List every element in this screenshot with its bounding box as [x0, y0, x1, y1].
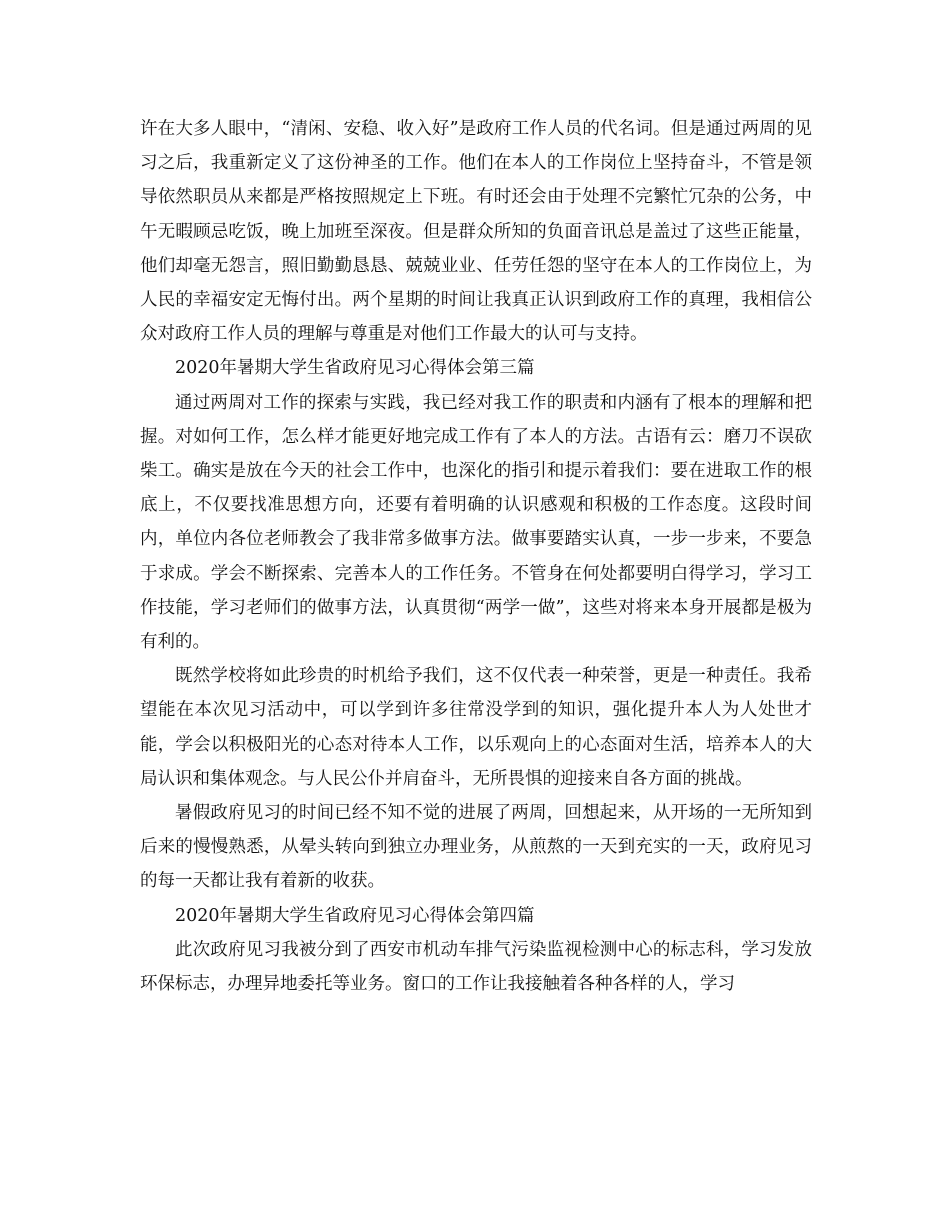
- section-heading-fourth: 2020年暑期大学生省政府见习心得体会第四篇: [175, 905, 535, 926]
- section-heading-third: 2020年暑期大学生省政府见习心得体会第三篇: [175, 358, 535, 379]
- paragraph-two-weeks: 暑假政府见习的时间已经不知不觉的进展了两周，回想起来，从开场的一无所知到后来的慢慢熟悉，从晕头转向到独立办理业务，从煎熬的一天到充实的一天，政府见习的每一天都让我有着新的收获。: [140, 803, 812, 892]
- paragraph-opportunity: 既然学校将如此珍贵的时机给予我们，这不仅代表一种荣誉，更是一种责任。我希望能在本次见习活动中，可以学到许多往常没学到的知识，强化提升本人为人处世才能，学会以积极阳光的心态对待本人工作，以乐观向上的心态面对生活，培养本人的大局认识和集体观念。与人民公仆并肩奋斗，无所畏惧的迎接来自各方面的挑战。: [140, 666, 812, 789]
- document-body: [140, 112, 812, 1001]
- paragraph-continuation: 许在大多人眼中，“清闲、安稳、收入好”是政府工作人员的代名词。但是通过两周的见习之后，我重新定义了这份神圣的工作。他们在本人的工作岗位上坚持奋斗，不管是领导依然职员从来都是严格按照规定上下班。有时还会由于处理不完繁忙冗杂的公务，中午无暇顾忌吃饭，晚上加班至深夜。但是群众所知的负面音讯总是盖过了这些正能量，他们却毫无怨言，照旧勤勤恳恳、兢兢业业、任劳任怨的坚守在本人的工作岗位上，为人民的幸福安定无悔付出。两个星期的时间让我真正认识到政府工作的真理，我相信公众对政府工作人员的理解与尊重是对他们工作最大的认可与支持。: [140, 119, 812, 345]
- paragraph-work-exploration: 通过两周对工作的探索与实践，我已经对我工作的职责和内涵有了根本的理解和把握。对如何工作，怎么样才能更好地完成工作有了本人的方法。古语有云：磨刀不误砍柴工。确实是放在今天的社会工作中，也深化的指引和提示着我们：要在进取工作的根底上，不仅要找准思想方向，还要有着明确的认识感观和积极的工作态度。这段时间内，单位内各位老师教会了我非常多做事方法。做事要踏实认真，一步一步来，不要急于求成。学会不断探索、完善本人的工作任务。不管身在何处都要明白得学习，学习工作技能，学习老师们的做事方法，认真贯彻“两学一做”，这些对将来本身开展都是极为有利的。: [140, 392, 812, 653]
- paragraph-assignment: 此次政府见习我被分到了西安市机动车排气污染监视检测中心的标志科，学习发放环保标志，办理异地委托等业务。窗口的工作让我接触着各种各样的人，学习: [140, 939, 812, 995]
